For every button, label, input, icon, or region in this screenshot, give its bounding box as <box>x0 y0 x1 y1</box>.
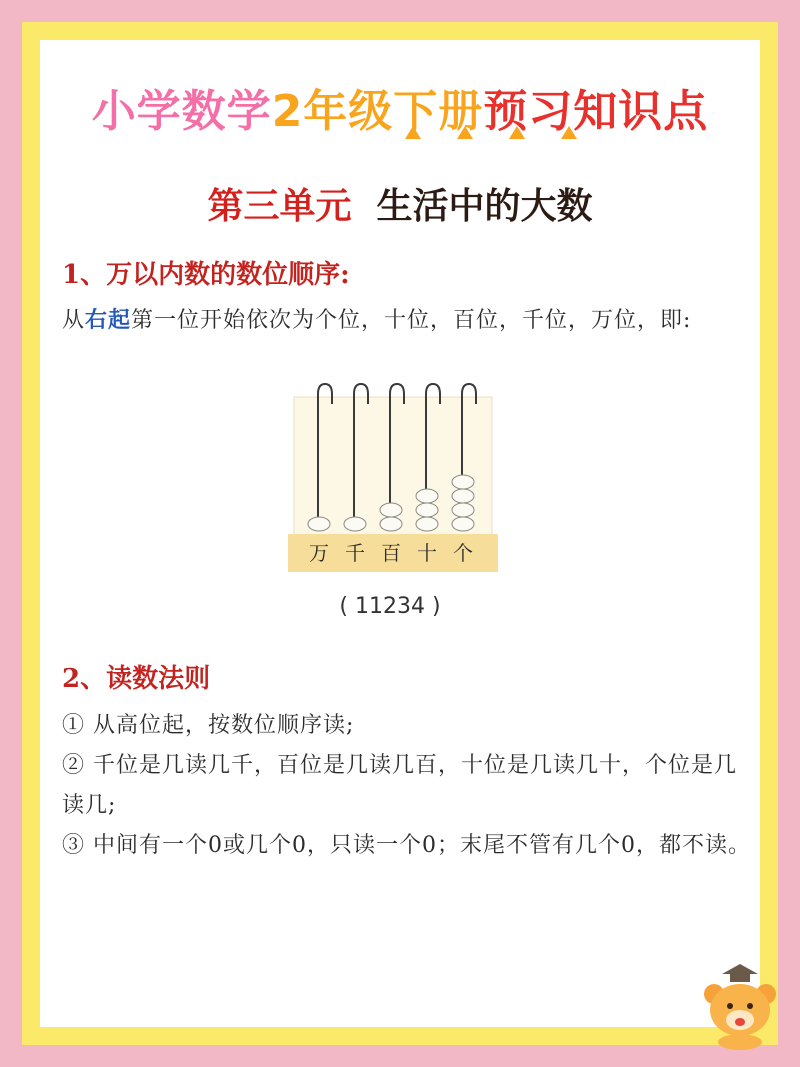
title-part-3: 预习知识点 <box>483 86 709 137</box>
abacus-bead <box>452 475 474 489</box>
triangle-icon <box>405 126 421 139</box>
rule-1: ① 从高位起，按数位顺序读; <box>62 713 355 738</box>
section1-highlight: 右起 <box>85 307 132 333</box>
abacus-bead <box>344 517 366 531</box>
abacus-bead <box>416 503 438 517</box>
triangle-icon <box>509 126 525 139</box>
rule-3: ③ 中间有一个0或几个0，只读一个0；末尾不管有几个0，都不读。 <box>62 833 751 858</box>
triangle-icon <box>457 126 473 139</box>
abacus-caption: ( 11234 ) <box>339 594 441 619</box>
abacus-column-label: 百 <box>381 541 401 565</box>
title-part-2: 2年级下册 <box>271 86 484 137</box>
section1-heading: 1、万以内数的数位顺序: <box>62 260 350 290</box>
bear-mascot-icon <box>700 960 780 1050</box>
page-title <box>0 75 800 139</box>
abacus-bead <box>416 489 438 503</box>
abacus-column-label: 千 <box>345 541 365 565</box>
unit-name: 生活中的大数 <box>376 186 593 227</box>
abacus-column-label: 十 <box>417 541 437 565</box>
section1-text-before: 从 <box>62 308 86 333</box>
abacus-bead <box>380 503 402 517</box>
rule-2: ② 千位是几读几千，百位是几读几百，十位是几读几十，个位是几读几; <box>62 753 737 818</box>
abacus-column-label: 个 <box>453 541 473 565</box>
triangle-icon <box>561 126 577 139</box>
abacus-bead <box>308 517 330 531</box>
abacus-column-label: 万 <box>309 541 329 565</box>
section2-heading: 2、读数法则 <box>62 664 211 694</box>
abacus-bead <box>416 517 438 531</box>
abacus-bead <box>380 517 402 531</box>
unit-title <box>0 178 800 229</box>
abacus-bead <box>452 517 474 531</box>
abacus-diagram <box>288 382 498 572</box>
abacus-bead <box>452 503 474 517</box>
unit-label: 第三单元 <box>207 186 352 227</box>
title-part-1: 小学数学 <box>91 86 272 137</box>
section1-text <box>62 300 752 341</box>
section2-rules <box>62 706 752 866</box>
abacus-bead <box>452 489 474 503</box>
section1-text-after: 第一位开始依次为个位，十位，百位，千位，万位，即: <box>131 308 692 333</box>
